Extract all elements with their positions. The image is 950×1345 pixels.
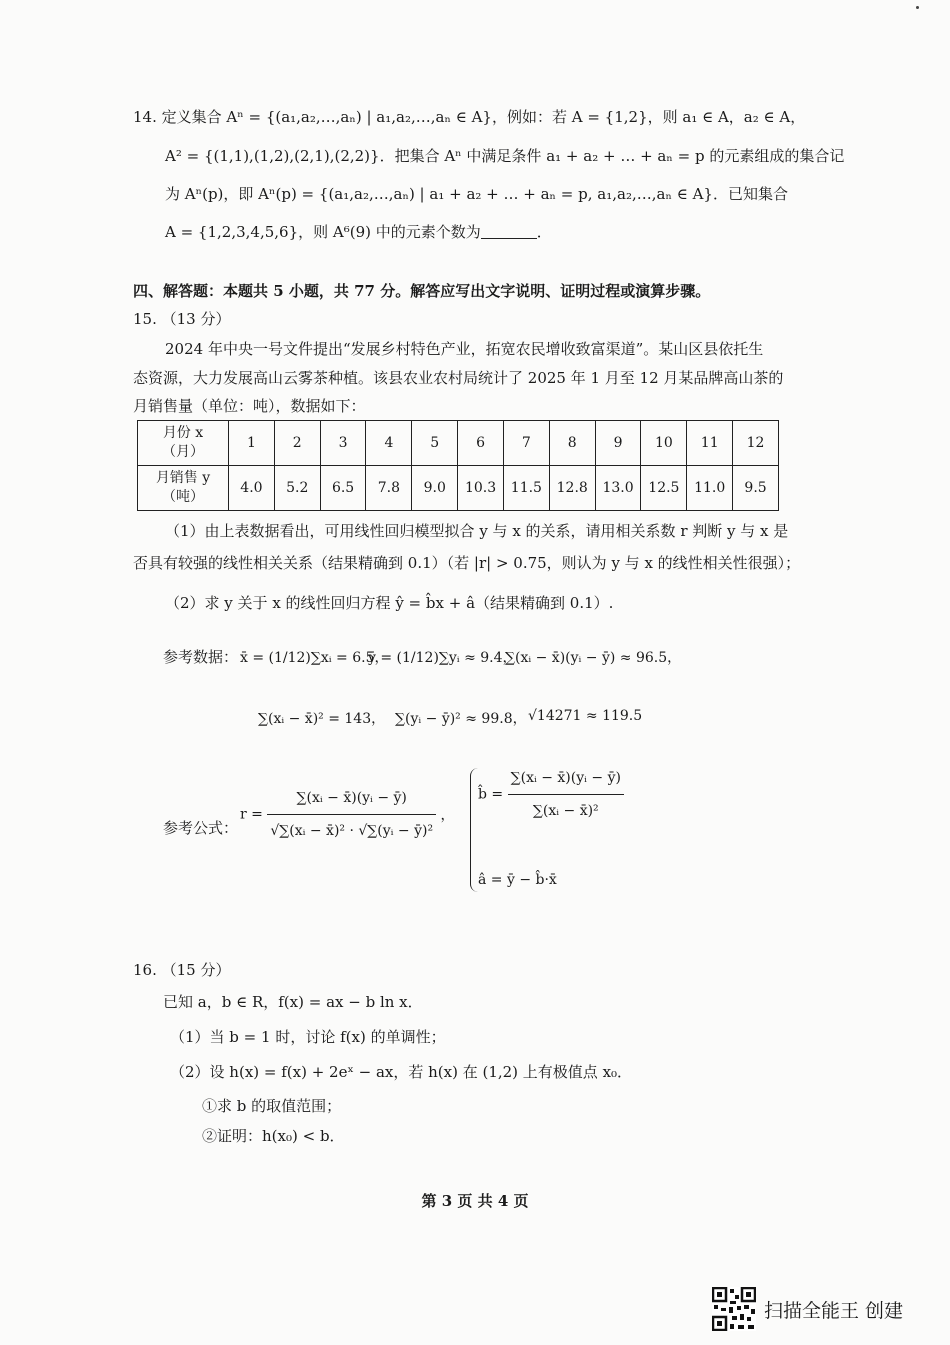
- q14-line4-end: ．: [536, 223, 552, 241]
- a-formula: â = ȳ − b̂·x̄: [478, 872, 557, 888]
- q15-header: 15. （13 分）: [133, 310, 231, 328]
- month-cell: 9: [595, 421, 641, 466]
- sales-header-label: 月销售 y: [155, 470, 211, 486]
- qr-code-icon: [712, 1287, 756, 1331]
- sales-cell: 12.5: [641, 466, 687, 511]
- month-cell: 8: [549, 421, 595, 466]
- formula-comma: ，: [440, 807, 455, 824]
- month-cell: 7: [503, 421, 549, 466]
- month-cell: 3: [320, 421, 366, 466]
- section4-heading: 四、解答题：本题共 5 小题，共 77 分。解答应写出文字说明、证明过程或演算步骤。: [133, 282, 711, 300]
- table-row-sales: [138, 466, 779, 511]
- month-header-cell: [138, 421, 229, 466]
- month-cell: 4: [366, 421, 412, 466]
- q16-part2: （2）设 h(x) = f(x) + 2eˣ − ax，若 h(x) 在 (1,2) 上有极值点 x₀．: [170, 1063, 633, 1081]
- q15-intro1: 2024 年中央一号文件提出“发展乡村特色产业，拓宽农民增收致富渠道”。某山区县依托生: [165, 340, 764, 358]
- b-lhs: b̂ =: [478, 786, 504, 803]
- b-formula: [478, 770, 624, 819]
- sales-cell: 12.8: [549, 466, 595, 511]
- q14-line2: A² = {(1,1),(1,2),(2,1),(2,2)}．把集合 Aⁿ 中满足条件 a₁ + a₂ + … + aₙ = p 的元素组成的集合记: [165, 147, 845, 165]
- q15-part1-line2: 否具有较强的线性相关关系（结果精确到 0.1）（若 |r| > 0.75，则认为 y 与 x 的线性相关性很强）；: [133, 554, 801, 572]
- month-cell: 12: [733, 421, 779, 466]
- q14-line3: 为 Aⁿ(p)，即 Aⁿ(p) = {(a₁,a₂,…,aₙ) | a₁ + a₂ + … + aₙ = p, a₁,a₂,…,aₙ ∈ A}．已知集合: [165, 185, 788, 203]
- sales-cell: 7.8: [366, 466, 412, 511]
- sales-header-cell: [138, 466, 229, 511]
- r-formula: [240, 790, 455, 839]
- sales-cell: 5.2: [274, 466, 320, 511]
- b-fraction: [508, 770, 624, 819]
- q14-line4: [165, 222, 552, 242]
- scanner-brand: 扫描全能王 创建: [764, 1300, 904, 1322]
- sales-table: [137, 420, 779, 511]
- sales-cell: 9.5: [733, 466, 779, 511]
- ref-data-syy: ∑(yᵢ − ȳ)² ≈ 99.8，: [395, 711, 527, 727]
- month-header-unit: （月）: [162, 444, 204, 460]
- q16-sub2: ②证明：h(x₀) < b．: [202, 1127, 345, 1145]
- month-cell: 5: [412, 421, 458, 466]
- ref-data-sxy: ∑(xᵢ − x̄)(yᵢ − ȳ) ≈ 96.5，: [505, 650, 682, 666]
- q15-part2: （2）求 y 关于 x 的线性回归方程 ŷ = b̂x + â（结果精确到 0.1）.: [165, 594, 614, 612]
- b-numerator: ∑(xᵢ − x̄)(yᵢ − ȳ): [508, 770, 624, 795]
- month-cell: 10: [641, 421, 687, 466]
- r-numerator: ∑(xᵢ − x̄)(yᵢ − ȳ): [267, 790, 436, 815]
- sales-header-unit: （吨）: [162, 489, 204, 505]
- ref-formula-label: 参考公式：: [163, 819, 239, 837]
- b-denominator: ∑(xᵢ − x̄)²: [532, 803, 599, 819]
- sales-cell: 11.5: [503, 466, 549, 511]
- answer-blank: [481, 224, 537, 239]
- q16-sub1: ①求 b 的取值范围；: [202, 1097, 342, 1115]
- q16-part1: （1）当 b = 1 时，讨论 f(x) 的单调性；: [170, 1028, 446, 1046]
- q16-header: 16. （15 分）: [133, 961, 231, 979]
- sales-cell: 10.3: [458, 466, 504, 511]
- table-row-months: [138, 421, 779, 466]
- ref-data-label: 参考数据：: [163, 648, 239, 666]
- month-cell: 6: [458, 421, 504, 466]
- sales-cell: 13.0: [595, 466, 641, 511]
- ref-data-sqrt: √14271 ≈ 119.5: [528, 708, 643, 724]
- q16-given: 已知 a，b ∈ R，f(x) = ax − b ln x．: [163, 993, 423, 1011]
- ref-data-xbar: x̄ = (1/12)∑xᵢ = 6.5，: [240, 650, 389, 666]
- q15-part1-line1: （1）由上表数据看出，可用线性回归模型拟合 y 与 x 的关系，请用相关系数 r 判断 y 与 x 是: [165, 522, 789, 540]
- sales-cell: 11.0: [687, 466, 733, 511]
- q15-intro3: 月销售量（单位：吨），数据如下：: [133, 397, 366, 415]
- ref-data-ybar: ȳ = (1/12)∑yᵢ ≈ 9.4，: [368, 650, 517, 666]
- q15-intro2: 态资源，大力发展高山云雾茶种植。该县农业农村局统计了 2025 年 1 月至 12 月某品牌高山茶的: [133, 369, 784, 387]
- month-cell: 11: [687, 421, 733, 466]
- r-lhs: r =: [240, 806, 263, 823]
- month-cell: 2: [274, 421, 320, 466]
- q14-line1: 14. 定义集合 Aⁿ = {(a₁,a₂,…,aₙ) | a₁,a₂,…,aₙ ∈ A}，例如：若 A = {1,2}，则 a₁ ∈ A，a₂ ∈ A，: [133, 108, 806, 126]
- ref-data-sxx: ∑(xᵢ − x̄)² = 143，: [258, 711, 386, 727]
- page-number: 第 3 页 共 4 页: [421, 1192, 529, 1210]
- month-cell: 1: [229, 421, 275, 466]
- sales-cell: 6.5: [320, 466, 366, 511]
- r-denominator: √∑(xᵢ − x̄)² · √∑(yᵢ − ȳ)²: [270, 823, 434, 839]
- r-fraction: [267, 790, 436, 839]
- month-header-label: 月份 x: [162, 425, 204, 441]
- sales-cell: 4.0: [229, 466, 275, 511]
- scan-speck: [916, 6, 919, 9]
- sales-cell: 9.0: [412, 466, 458, 511]
- q14-line4-text: A = {1,2,3,4,5,6}，则 A⁶(9) 中的元素个数为: [165, 223, 481, 241]
